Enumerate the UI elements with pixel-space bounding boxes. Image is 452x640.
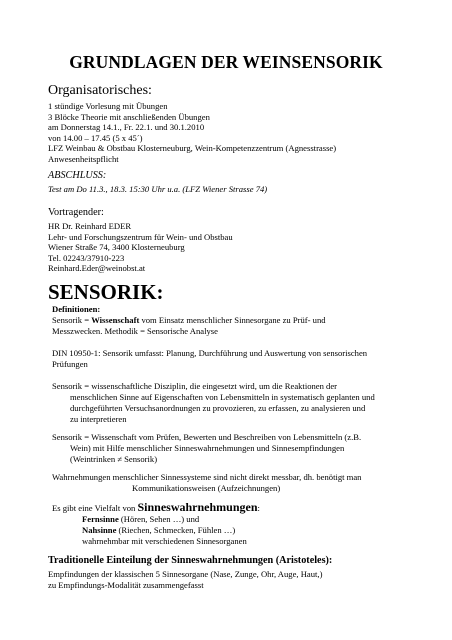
def3-line: Sensorik = Wissenschaft vom Prüfen, Bewerten und Beschreiben von Lebensmitteln (z.B. [52,432,362,442]
vortragender-email: Reinhard.Eder@weinobst.at [48,263,146,274]
abschluss-text: Test am Do 11.3., 18.3. 15:30 Uhr u.a. (LFZ Wiener Strasse 74) [48,184,268,194]
nahsinne-label: Nahsinne [82,525,117,535]
def1-rest: vom Einsatz menschlicher Sinnesorgane zu Prüf- und [139,315,326,325]
def1-prefix: Sensorik = [52,315,92,325]
org-line: Anwesenheitspflicht [48,153,119,164]
din-definition [52,348,367,370]
definition-1 [52,315,326,337]
fernsinne-label: Fernsinne [82,514,119,524]
vortragender-line: Lehr- und Forschungszentrum für Wein- und Obstbau [48,231,233,242]
sensorik-heading: SENSORIK: [48,280,164,304]
def2-line: zu interpretieren [70,414,127,424]
vortragender-line: Wiener Straße 74, 3400 Klosterneuburg [48,242,185,253]
vortragender-list [48,221,233,274]
traditionelle-line: zu Empfindungs-Modalität zusammengefasst [48,580,204,590]
definition-3 [52,432,361,465]
def2-line: Sensorik = wissenschaftliche Disziplin, die eingesetzt wird, um die Reaktionen der [52,381,338,391]
def3-line: Wein) mit Hilfe menschlicher Sinneswahrnehmungen und Sinnesempfindungen [70,443,345,453]
definitionen-heading: Definitionen: [52,304,101,314]
vortragender-heading: Vortragender: [48,207,104,218]
traditionelle-text [48,569,322,591]
def1-bold: Wissenschaft [91,315,140,325]
vielfalt-suffix: : [257,503,260,513]
org-line: 3 Blöcke Theorie mit anschließenden Übungen [48,111,210,122]
vielfalt-prefix: Es gibt eine Vielfalt von [52,503,138,513]
def2-line: menschlichen Sinne auf Eigenschaften von Lebensmitteln in systematisch geplanten und [70,392,375,402]
traditionelle-line: Empfindungen der klassischen 5 Sinnesorgane (Nase, Zunge, Ohr, Auge, Haut,) [48,569,323,579]
wahrnehmungen-line: Wahrnehmungen menschlicher Sinnessysteme sind nicht direkt messbar, dh. benötigt man [52,472,362,482]
traditionelle-heading: Traditionelle Einteilung der Sinneswahrnehmungen (Aristoteles): [48,555,333,566]
din-line: DIN 10950-1: Sensorik umfasst: Planung, Durchführung und Auswertung von sensorischen [52,348,368,358]
wahrnehmungen-paragraph [52,472,361,494]
nahsinne-text: (Riechen, Schmecken, Fühlen …) [116,525,236,535]
vielfalt-paragraph [52,502,260,547]
org-line: LFZ Weinbau & Obstbau Klosterneuburg, Wein-Kompetenzzentrum (Agnesstrasse) [48,143,337,154]
wahrnehmbar-text: wahrnehmbar mit verschiedenen Sinnesorganen [82,536,247,546]
organisatorisches-heading: Organisatorisches: [48,83,152,98]
definition-2 [52,381,375,425]
organisatorisches-list [48,101,336,165]
org-line: 1 stündige Vorlesung mit Übungen [48,101,168,111]
fernsinne-text: (Hören, Sehen …) und [118,514,200,524]
page-title: GRUNDLAGEN DER WEINSENSORIK [69,52,383,72]
vortragender-line: HR Dr. Reinhard EDER [48,221,132,231]
org-line: von 14.00 – 17.45 (5 x 45´) [48,132,143,143]
org-line: am Donnerstag 14.1., Fr. 22.1. und 30.1.2010 [48,122,205,133]
def3-line: (Weintrinken ≠ Sensorik) [70,454,158,464]
vortragender-line: Tel. 02243/37910-223 [48,252,125,263]
din-line: Prüfungen [52,359,88,369]
wahrnehmungen-line: Kommunikationsweisen (Aufzeichnungen) [132,483,281,493]
def2-line: durchgeführten Versuchsanordnungen zu provozieren, zu erfassen, zu analysieren und [70,403,366,413]
abschluss-heading: ABSCHLUSS: [48,170,107,181]
vielfalt-highlight: Sinneswahrnehmungen [137,500,258,514]
def1-line2: Messzwecken. Methodik = Sensorische Analyse [52,326,218,336]
